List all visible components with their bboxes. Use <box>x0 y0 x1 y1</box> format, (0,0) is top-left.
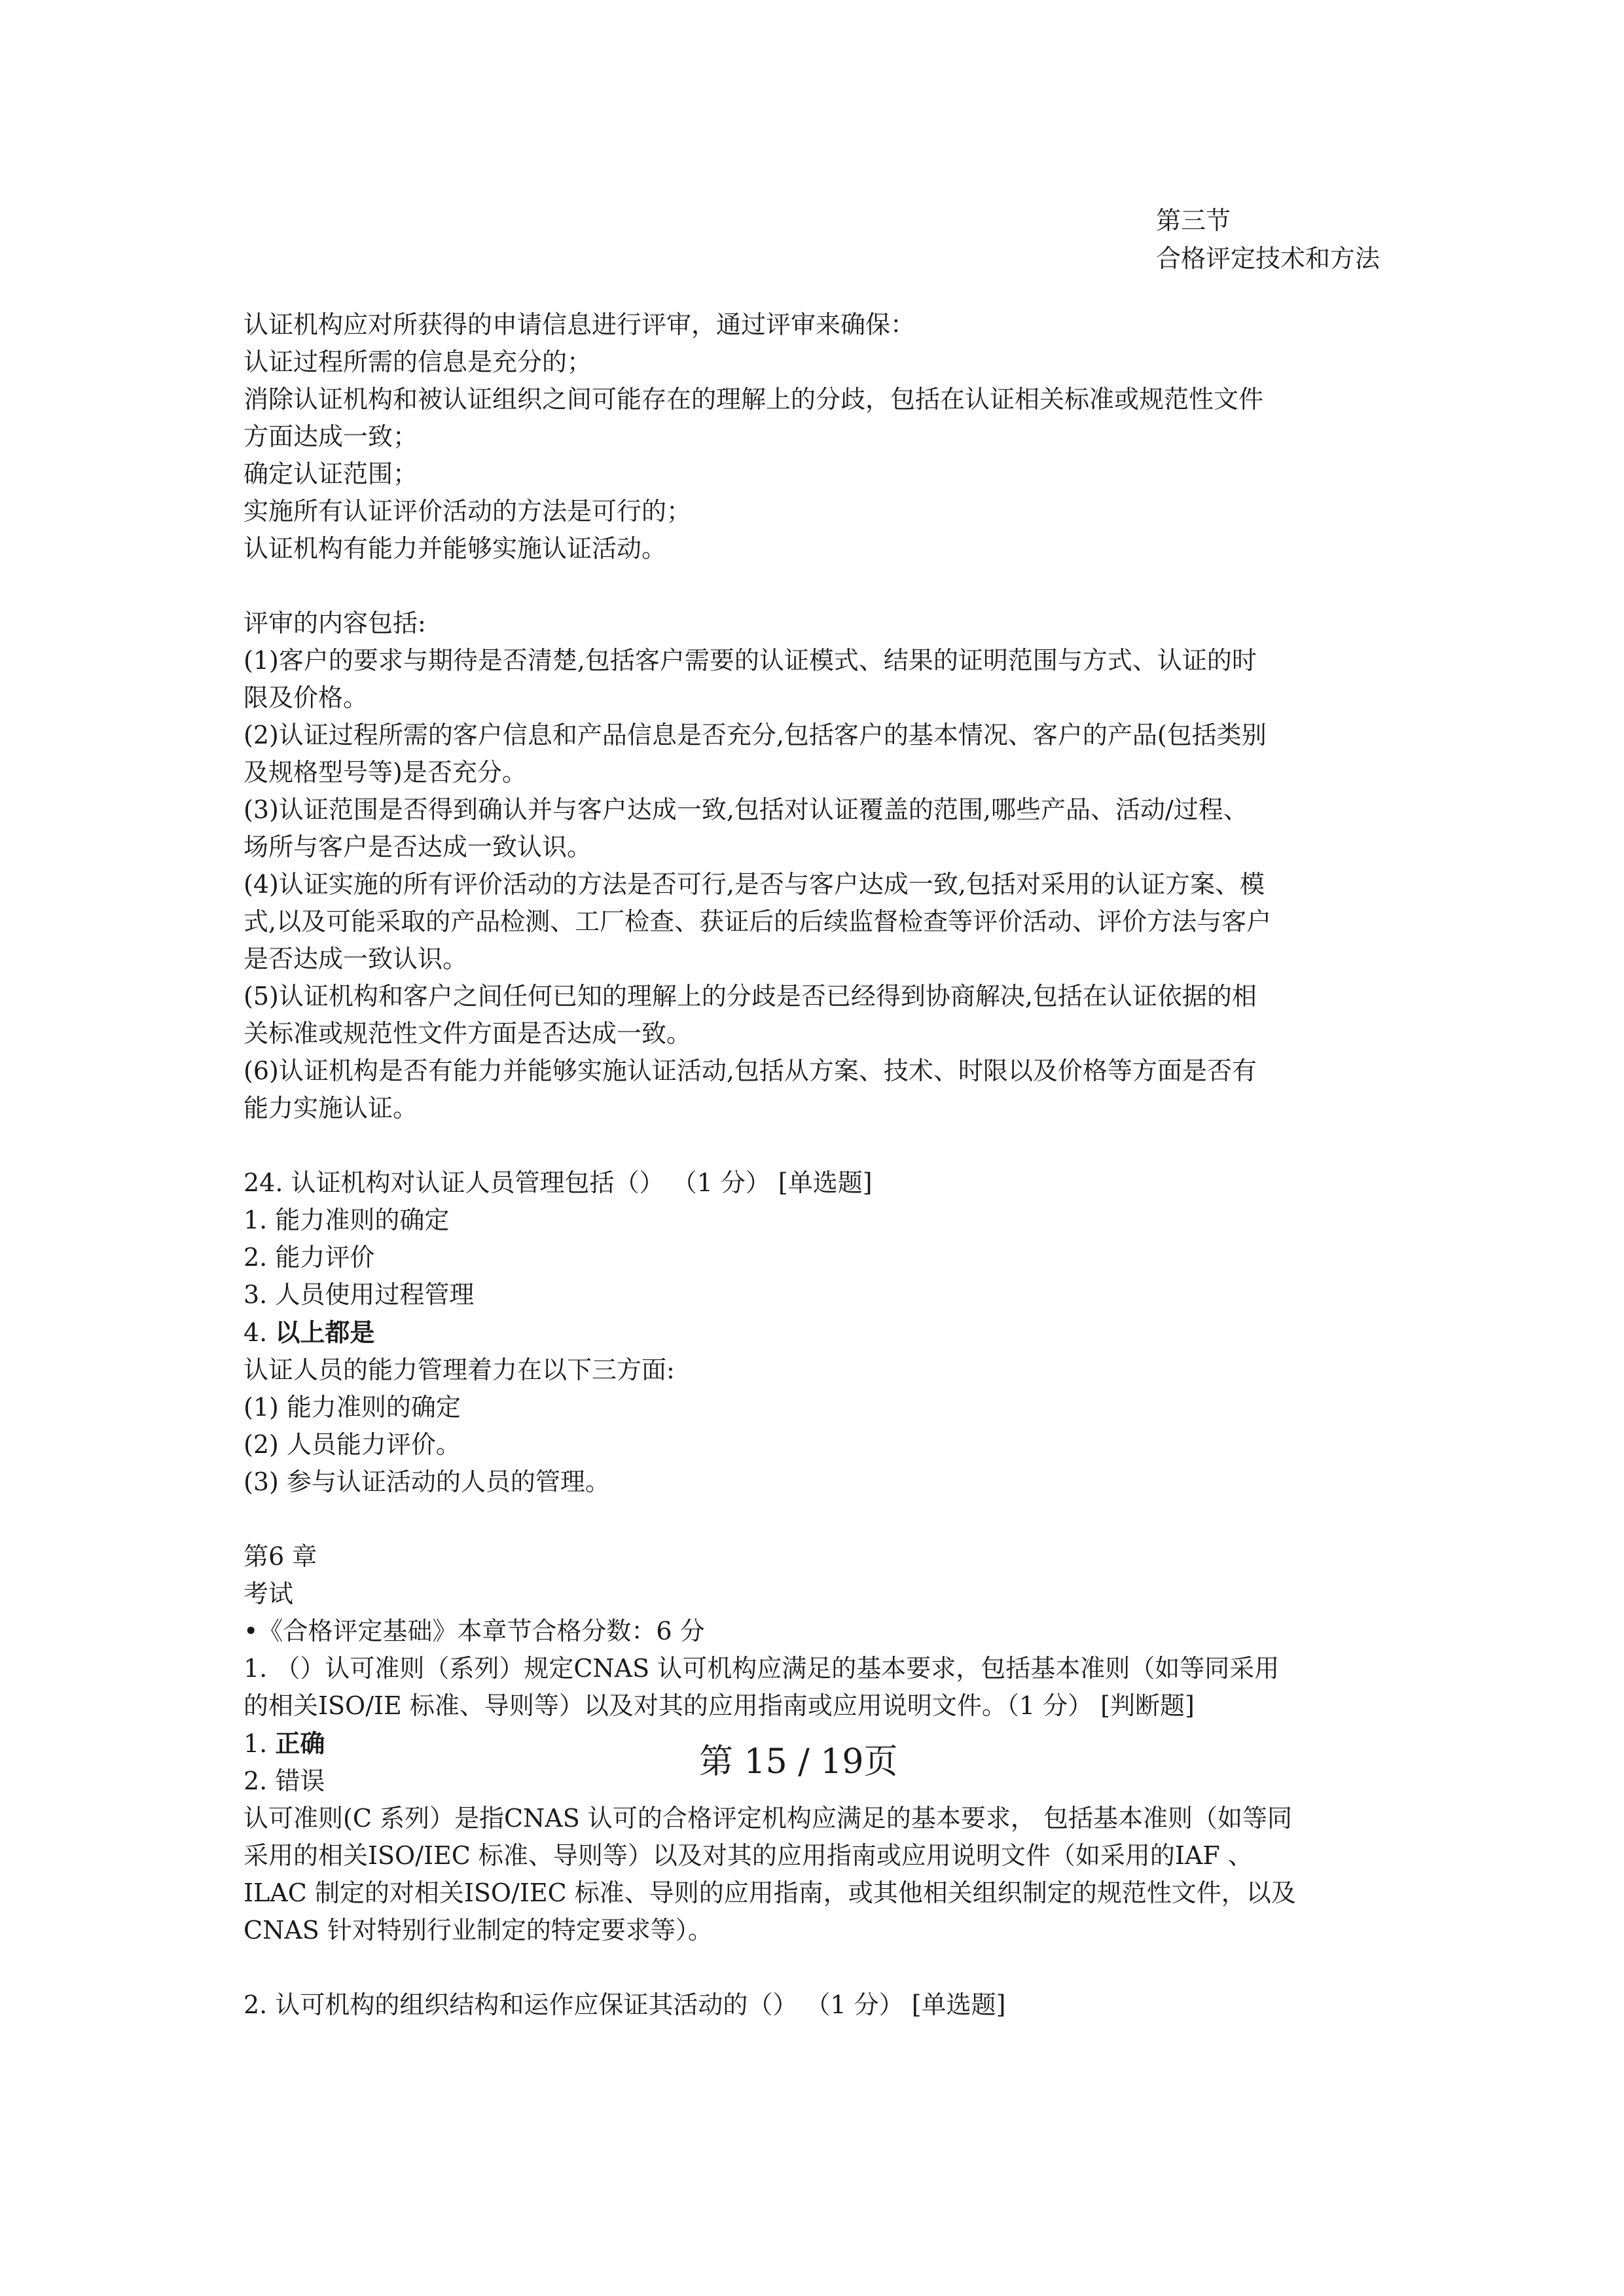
paragraph-line: (4)认证实施的所有评价活动的方法是否可行,是否与客户达成一致,包括对采用的认证方案、模 <box>244 870 1265 899</box>
explanation-line: CNAS 针对特别行业制定的特定要求等）。 <box>244 1916 713 1945</box>
explanation-line: ILAC 制定的对相关ISO/IEC 标准、导则的应用指南，或其他相关组织制定的规范性文件，以及 <box>244 1878 1296 1907</box>
question-24 <box>244 1164 1435 1501</box>
section-number: 第三节 <box>1156 206 1231 235</box>
answer-option: 2. 错误 <box>244 1767 325 1795</box>
paragraph-line: 认证机构应对所获得的申请信息进行评审，通过评审来确保： <box>244 310 916 339</box>
review-intro <box>244 306 1435 567</box>
paragraph-line: (1)客户的要求与期待是否清楚,包括客户需要的认证模式、结果的证明范围与方式、认证的时 <box>244 646 1257 675</box>
chapter-heading <box>244 1538 1435 1650</box>
section-title: 合格评定技术和方法 <box>1156 244 1380 273</box>
option-number: 1. <box>244 1729 276 1758</box>
paragraph-line: 确定认证范围； <box>244 459 418 488</box>
paragraph-line: 方面达成一致； <box>244 422 418 451</box>
answer-option: 3. 人员使用过程管理 <box>244 1280 475 1309</box>
paragraph-line: (2)认证过程所需的客户信息和产品信息是否充分,包括客户的基本情况、客户的产品(包括类别 <box>244 721 1267 749</box>
spacer <box>244 1949 1435 1986</box>
explanation-line: (3) 参与认证活动的人员的管理。 <box>244 1467 610 1496</box>
chapter-title: 考试 <box>244 1579 294 1608</box>
explanation-line: 认可准则(C 系列）是指CNAS 认可的合格评定机构应满足的基本要求， 包括基本准则（如等同 <box>244 1804 1292 1833</box>
question-text: 1. （）认可准则（系列）规定CNAS 认可机构应满足的基本要求，包括基本准则（如等同采用 <box>244 1654 1280 1683</box>
correct-answer-text: 正确 <box>275 1729 325 1758</box>
paragraph-line: 场所与客户是否达成一致认识。 <box>244 833 592 861</box>
answer-option: 1. 能力准则的确定 <box>244 1206 450 1234</box>
paragraph-line: 认证机构有能力并能够实施认证活动。 <box>244 534 667 563</box>
paragraph-line: 实施所有认证评价活动的方法是可行的； <box>244 497 692 526</box>
correct-answer-text: 以上都是 <box>275 1318 375 1347</box>
paragraph-line: 能力实施认证。 <box>244 1094 418 1122</box>
passing-score-note: •《合格评定基础》本章节合格分数：6 分 <box>244 1617 705 1645</box>
explanation-line: (1) 能力准则的确定 <box>244 1393 461 1422</box>
paragraph-line: 及规格型号等)是否充分。 <box>244 758 527 787</box>
spacer <box>244 1127 1435 1164</box>
page-number: 第 15 / 19页 <box>699 1742 898 1782</box>
review-content <box>244 605 1435 1127</box>
explanation-line: 认证人员的能力管理着力在以下三方面: <box>244 1355 675 1384</box>
question-text: 24. 认证机构对认证人员管理包括（） （1 分） [单选题] <box>244 1168 873 1197</box>
explanation-line: (2) 人员能力评价。 <box>244 1430 461 1459</box>
option-number: 4. <box>244 1318 276 1347</box>
correct-answer-option <box>244 1314 1435 1352</box>
question-1 <box>244 1650 1435 1949</box>
paragraph-line: (6)认证机构是否有能力并能够实施认证活动,包括从方案、技术、时限以及价格等方面是否有 <box>244 1056 1257 1085</box>
paragraph-line: 式,以及可能采取的产品检测、工厂检查、获证后的后续监督检查等评价活动、评价方法与客户 <box>244 907 1272 936</box>
section-header <box>1156 202 1380 278</box>
paragraph-line: 消除认证机构和被认证组织之间可能存在的理解上的分歧，包括在认证相关标准或规范性文件 <box>244 385 1264 414</box>
answer-option: 2. 能力评价 <box>244 1243 375 1272</box>
paragraph-line: 认证过程所需的信息是充分的； <box>244 348 592 376</box>
paragraph-line: (5)认证机构和客户之间任何已知的理解上的分歧是否已经得到协商解决,包括在认证依据的相 <box>244 982 1257 1011</box>
paragraph-line: 是否达成一致认识。 <box>244 944 468 973</box>
paragraph-line: (3)认证范围是否得到确认并与客户达成一致,包括对认证覆盖的范围,哪些产品、活动/过程、 <box>244 795 1248 824</box>
question-2 <box>244 1986 1435 2024</box>
chapter-number: 第6 章 <box>244 1542 317 1571</box>
question-text: 的相关ISO/IE 标准、导则等）以及对其的应用指南或应用说明文件。（1 分） [判断题] <box>244 1691 1195 1720</box>
paragraph-line: 限及价格。 <box>244 683 369 712</box>
paragraph-line: 评审的内容包括: <box>244 609 426 637</box>
paragraph-line: 关标准或规范性文件方面是否达成一致。 <box>244 1019 692 1048</box>
spacer <box>244 1501 1435 1538</box>
spacer <box>244 567 1435 605</box>
explanation-line: 采用的相关ISO/IEC 标准、导则等）以及对其的应用指南或应用说明文件（如采用的IAF 、 <box>244 1841 1253 1870</box>
question-text: 2. 认可机构的组织结构和运作应保证其活动的（） （1 分） [单选题] <box>244 1990 1006 2019</box>
